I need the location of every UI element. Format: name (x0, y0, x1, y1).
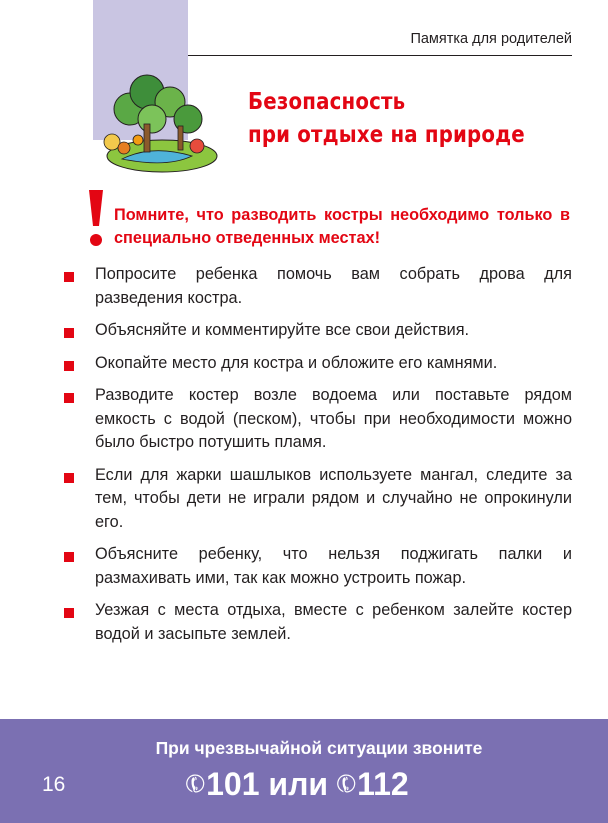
list-item: Объясняйте и комментируйте все свои действия. (64, 319, 572, 343)
advice-list (64, 263, 572, 655)
forest-illustration (92, 64, 218, 184)
bullet-square-icon (64, 361, 74, 371)
phone-handset-icon: ✆ (331, 767, 363, 802)
bullet-square-icon (64, 473, 74, 483)
phone-number-fire: 101 (206, 766, 260, 802)
emergency-phones (180, 764, 409, 805)
phone-number-general: 112 (357, 766, 409, 802)
list-item: Объясните ребенку, что нельзя поджигать палки и размахивать ими, так как можно устроить пожар. (64, 543, 572, 590)
list-item: Если для жарки шашлыков используете мангал, следите за тем, чтобы дети не играли рядом и случайно не опрокинули его. (64, 464, 572, 535)
list-item: Окопайте место для костра и обложите его камнями. (64, 352, 572, 376)
bullet-square-icon (64, 328, 74, 338)
phone-handset-icon: ✆ (180, 767, 212, 802)
bullet-square-icon (64, 552, 74, 562)
header-rule (188, 55, 572, 56)
emergency-text: При чрезвычайной ситуации звоните (155, 738, 483, 758)
phone-connector: или (268, 766, 329, 802)
list-item: Разводите костер возле водоема или поставьте рядом емкость с водой (песком), чтобы при необходимости можно было быстро потушить пламя. (64, 384, 572, 455)
exclamation-icon (85, 188, 107, 248)
bullet-square-icon (64, 272, 74, 282)
bullet-square-icon (64, 393, 74, 403)
running-header: Памятка для родителей (410, 31, 572, 47)
list-item: Попросите ребенка помочь вам собрать дрова для разведения костра. (64, 263, 572, 310)
page-title-line2: при отдыхе на природе (248, 122, 525, 148)
page-title-line1: Безопасность (248, 89, 406, 115)
page-number: 16 (42, 773, 66, 796)
fire-warning: Помните, что разводить костры необходимо только в специально отведенных местах! (114, 206, 570, 247)
list-item: Уезжая с места отдыха, вместе с ребенком залейте костер водой и засыпьте землей. (64, 599, 572, 646)
page-title (248, 86, 525, 152)
bullet-square-icon (64, 608, 74, 618)
